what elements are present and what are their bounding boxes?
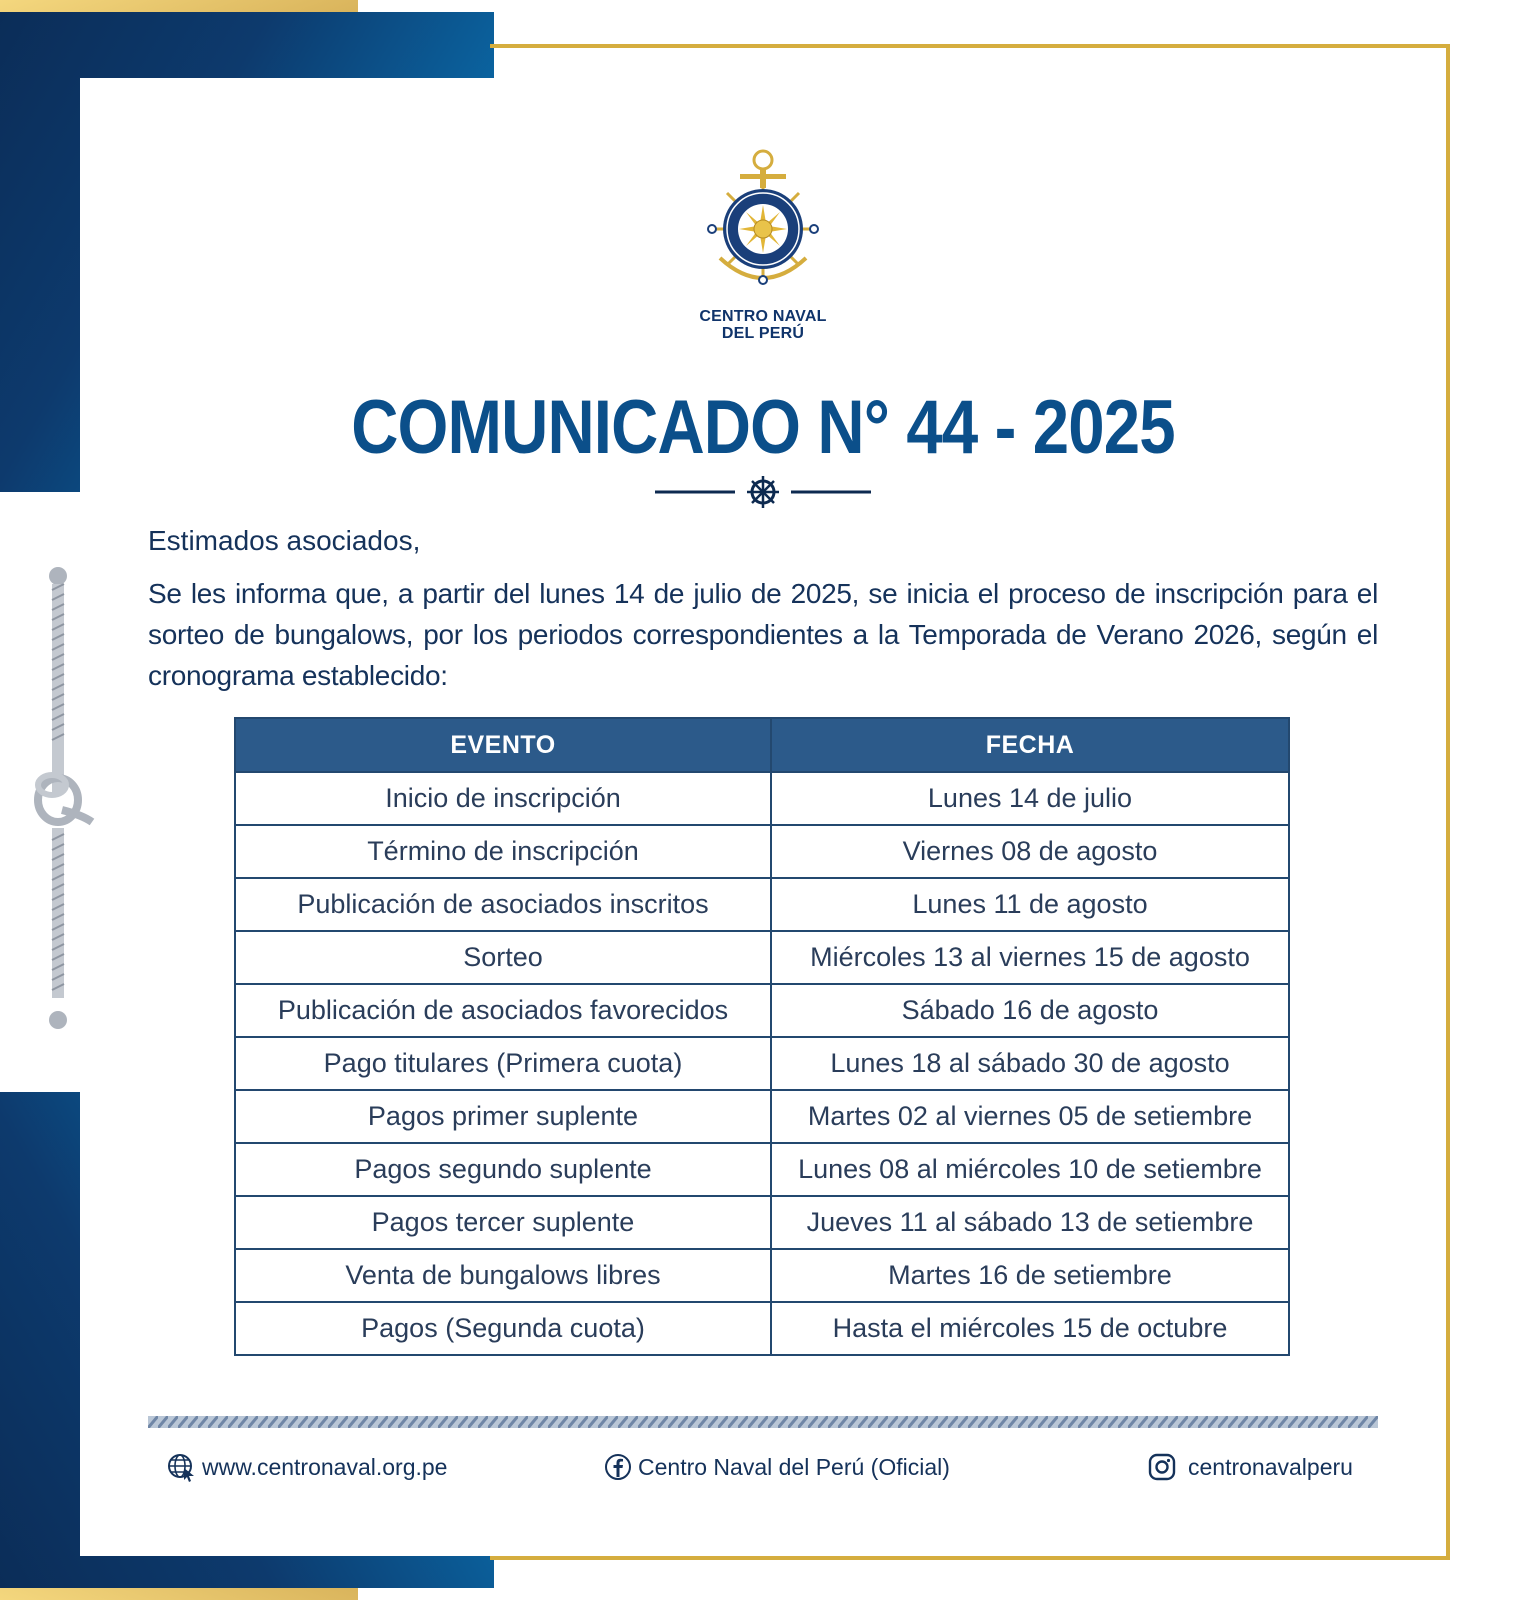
date-cell: Lunes 08 al miércoles 10 de setiembre — [771, 1143, 1289, 1196]
table-row — [235, 1302, 1289, 1355]
table-row — [235, 984, 1289, 1037]
globe-icon — [166, 1452, 196, 1482]
centro-naval-logo — [700, 148, 826, 298]
date-cell: Lunes 14 de julio — [771, 772, 1289, 825]
table-header-row — [235, 718, 1289, 772]
table-row — [235, 931, 1289, 984]
table-row — [235, 1090, 1289, 1143]
table-row — [235, 1143, 1289, 1196]
footer-facebook[interactable] — [604, 1450, 950, 1484]
event-cell: Pago titulares (Primera cuota) — [235, 1037, 771, 1090]
date-cell: Miércoles 13 al viernes 15 de agosto — [771, 931, 1289, 984]
event-cell: Pagos (Segunda cuota) — [235, 1302, 771, 1355]
website-link[interactable]: www.centronaval.org.pe — [202, 1454, 448, 1480]
table-row — [235, 825, 1289, 878]
table-row — [235, 1196, 1289, 1249]
greeting: Estimados asociados, — [148, 525, 421, 556]
date-cell: Hasta el miércoles 15 de octubre — [771, 1302, 1289, 1355]
table-row — [235, 1037, 1289, 1090]
event-cell: Inicio de inscripción — [235, 772, 771, 825]
footer-website[interactable] — [166, 1450, 447, 1484]
gold-frame-right-edge — [1446, 44, 1450, 1560]
logo-text-line1: CENTRO NAVAL — [699, 308, 827, 325]
logo-wordmark — [650, 308, 876, 342]
logo-text-line2: DEL PERÚ — [721, 325, 805, 342]
date-cell: Viernes 08 de agosto — [771, 825, 1289, 878]
event-cell: Publicación de asociados favorecidos — [235, 984, 771, 1037]
event-cell: Pagos tercer suplente — [235, 1196, 771, 1249]
page-title: COMUNICADO N° 44 - 2025 — [351, 385, 1175, 470]
table-row — [235, 772, 1289, 825]
event-cell: Publicación de asociados inscritos — [235, 878, 771, 931]
rope-knot-icon — [22, 560, 102, 1040]
event-cell: Pagos segundo suplente — [235, 1143, 771, 1196]
table-row — [235, 878, 1289, 931]
facebook-icon — [604, 1453, 632, 1481]
instagram-icon — [1148, 1453, 1176, 1481]
footer-instagram[interactable] — [1148, 1450, 1353, 1484]
event-cell: Sorteo — [235, 931, 771, 984]
gold-frame-bottom-edge — [490, 1556, 1450, 1560]
date-cell: Lunes 11 de agosto — [771, 878, 1289, 931]
announcement-paragraph: Se les informa que, a partir del lunes 14 de julio de 2025, se inicia el proceso de inscripción para el sorteo de bungalows, por los periodos correspondientes a la Temporada de Verano 2026, según el cronograma establecido: — [148, 578, 1378, 691]
event-cell: Término de inscripción — [235, 825, 771, 878]
ship-wheel-divider-icon — [655, 474, 871, 510]
event-cell: Pagos primer suplente — [235, 1090, 771, 1143]
facebook-link[interactable]: Centro Naval del Perú (Oficial) — [638, 1454, 950, 1480]
date-cell: Lunes 18 al sábado 30 de agosto — [771, 1037, 1289, 1090]
gold-frame-top-edge — [490, 44, 1450, 48]
table-row — [235, 1249, 1289, 1302]
schedule-table — [234, 717, 1290, 1356]
column-header-evento: EVENTO — [235, 718, 771, 772]
instagram-link[interactable]: centronavalperu — [1188, 1454, 1353, 1480]
rope-divider — [148, 1416, 1378, 1428]
date-cell: Jueves 11 al sábado 13 de setiembre — [771, 1196, 1289, 1249]
date-cell: Sábado 16 de agosto — [771, 984, 1289, 1037]
date-cell: Martes 16 de setiembre — [771, 1249, 1289, 1302]
date-cell: Martes 02 al viernes 05 de setiembre — [771, 1090, 1289, 1143]
column-header-fecha: FECHA — [771, 718, 1289, 772]
event-cell: Venta de bungalows libres — [235, 1249, 771, 1302]
